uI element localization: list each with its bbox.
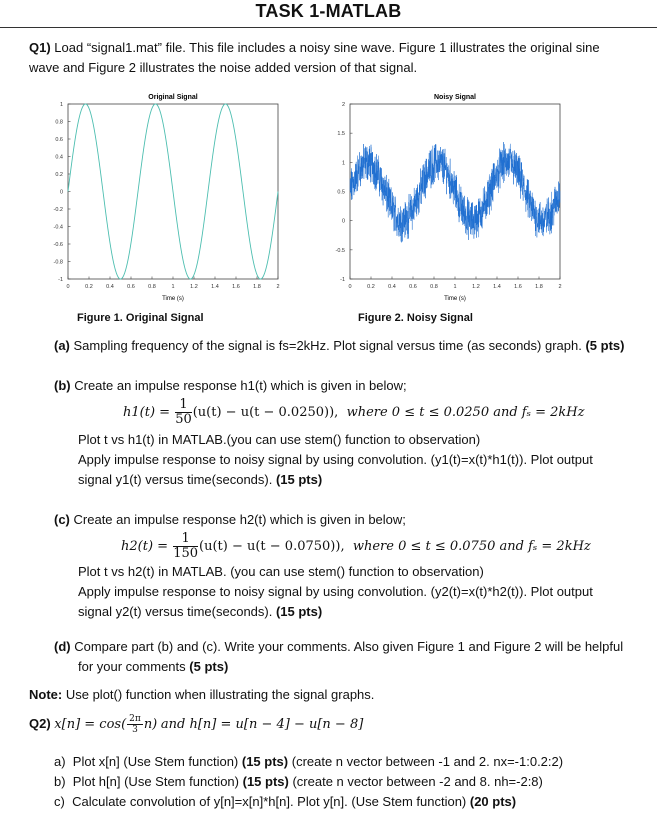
q2-eq-den: 3 [132,725,138,736]
part-b-eq-cond: where 0 ≤ t ≤ 0.0250 and fₛ = 2kHz [346,405,585,420]
fig1-xtick-label: 1.2 [190,284,198,290]
note-text: Use plot() function when illustrating the signal graphs. [65,687,375,702]
figure-1-original-signal [28,88,298,310]
fig2-xtick-label: 1.8 [535,284,543,290]
fig2-ytick-label: 2 [341,102,345,108]
part-c-label: (c) [54,512,70,527]
part-c-intro [54,510,644,530]
fig2-xtick-label: 0.2 [367,284,375,290]
q2-item-b-text: Plot h[n] (Use Stem function) [72,774,239,789]
fig2-xtick-label: 0.8 [430,284,438,290]
q2-item-a-extra: (create n vector between -1 and 2. nx=-1:0.2:2) [291,754,564,769]
q2-item-a-pts: (15 pts) [241,754,289,769]
fig1-xtick-label: 0 [66,284,70,290]
part-b-intro [54,376,644,396]
fig1-ytick-label: -1 [58,277,63,283]
q2-item-c [54,792,649,812]
fig1-xtick-label: 1 [171,284,175,290]
fig2-xtick-label: 1.4 [493,284,501,290]
fig1-ytick-label: -0.2 [53,207,63,213]
part-b-intro-text: Create an impulse response h1(t) which is given in below; [74,378,407,393]
q2-equation [29,714,363,735]
part-b-pts: (15 pts) [275,472,323,487]
q2-item-a-text: Plot x[n] (Use Stem function) [72,754,239,769]
fig2-xtick-label: 1 [453,284,457,290]
fig1-ytick-label: -0.4 [53,224,63,231]
fig2-xtick-label: 1.2 [472,284,480,290]
fig2-ytick-label: -1 [340,277,345,283]
part-c-body [78,562,648,622]
fig1-xlabel: Time (s) [162,296,184,302]
fig2-ytick-label: 1.5 [337,131,345,138]
q2-item-c-text: Calculate convolution of y[n]=x[n]*h[n]. Plot y[n]. (Use Stem function) [72,794,467,809]
fig2-xtick-label: 0.6 [409,284,417,290]
note [29,685,629,705]
page-title: TASK 1-MATLAB [255,1,402,21]
fig1-xtick-label: 0.2 [85,284,93,290]
part-c-eq-lhs: h2(t) = [121,539,169,554]
title-divider [0,27,657,28]
part-b-label: (b) [54,378,71,393]
part-b-eq-lhs: h1(t) = [123,405,171,420]
part-b-body [78,430,648,490]
figure-2-noisy-signal [310,88,580,310]
fig2-ytick-label: 0.5 [337,189,345,196]
part-c-line2: Apply impulse response to noisy signal by using convolution. (y2(t)=x(t)*h2(t)). Plot output [78,584,593,599]
fig1-ytick-label: 0.6 [55,137,63,143]
fig1-ytick-label: 0.4 [55,154,63,161]
fig2-xtick-label: 2 [558,284,562,290]
q1-line1: Load “signal1.mat” file. This file includes a noisy sine wave. Figure 1 illustrates the original sine [54,40,600,55]
q2-item-c-pts: (20 pts) [469,794,517,809]
q2-eq-x: x[n] = cos( [54,717,127,732]
part-c-eq-cond: where 0 ≤ t ≤ 0.0750 and fₛ = 2kHz [352,539,591,554]
part-d-line1: Compare part (b) and (c). Write your comments. Also given Figure 1 and Figure 2 will be helpful [74,639,624,654]
part-b-eq-rhs: (u(t) − u(t − 0.0250)), [192,405,339,420]
part-a-pts: (5 pts) [585,338,625,353]
fig1-xtick-label: 1.8 [253,284,261,290]
q1-line2: wave and Figure 2 illustrates the noise added version of that signal. [29,60,418,75]
q2-eq-h: and h[n] = u[n − 4] − u[n − 8] [160,717,364,732]
part-c-line1: Plot t vs h2(t) in MATLAB. (you can use stem() function to observation) [78,564,484,579]
q2-item-a-label: a) [54,754,66,769]
part-b-line3: signal y1(t) versus time(seconds). [78,472,273,487]
q2-eq-x-end: n) [143,717,158,732]
fig1-ytick-label: 0.8 [55,119,63,126]
part-c-intro-text: Create an impulse response h2(t) which is given in below; [73,512,406,527]
part-b-equation [123,398,585,427]
fig2-ytick-label: 1 [341,160,345,167]
fig1-xtick-label: 0.8 [148,284,156,290]
fig1-xtick-label: 1.4 [211,284,219,290]
fig2-caption: Figure 2. Noisy Signal [358,312,473,324]
part-b-eq-den: 50 [175,412,192,427]
fig2-xtick-label: 1.6 [514,284,522,290]
part-c-eq-rhs: (u(t) − u(t − 0.0750)), [199,539,345,554]
part-c-pts: (15 pts) [275,604,323,619]
fig1-ytick-label: -0.8 [53,259,63,266]
fig1-ytick-label: 0 [59,189,63,196]
fig1-xtick-label: 0.4 [106,284,114,290]
q2-items [54,752,649,812]
fig1-ytick-label: -0.6 [53,242,63,248]
q2-item-b-pts: (15 pts) [242,774,289,789]
q2-item-b-extra: (create n vector between -2 and 8. nh=-2:8) [292,774,543,789]
fig1-xtick-label: 0.6 [127,284,135,290]
part-a-text: Sampling frequency of the signal is fs=2kHz. Plot signal versus time (as seconds) graph. [73,338,582,353]
part-d-line2: for your comments [78,659,186,674]
fig2-xtick-label: 0 [348,284,352,290]
part-c-equation [121,532,591,561]
part-d [54,637,644,677]
fig2-ytick-label: 0 [341,218,345,225]
q2-label: Q2) [29,716,51,731]
fig2-ytick-label: -0.5 [335,247,345,254]
part-d-pts: (5 pts) [189,659,229,674]
part-d-label: (d) [54,639,71,654]
fig2-title: Noisy Signal [433,94,477,101]
q2-item-a [54,752,649,772]
q1-text [29,38,639,78]
fig1-xtick-label: 1.6 [232,284,240,290]
q2-item-b-label: b) [54,774,66,789]
fig1-title: Original Signal [148,94,198,101]
part-a [54,336,644,356]
note-label: Note: [29,687,63,702]
fig1-ytick-label: 0.2 [55,172,63,178]
q2-item-b [54,772,649,792]
fig1-caption: Figure 1. Original Signal [77,312,204,324]
fig2-xlabel: Time (s) [444,296,466,302]
part-b-eq-num: 1 [175,398,192,413]
part-b-line2: Apply impulse response to noisy signal by using convolution. (y1(t)=x(t)*h1(t)). Plot output [78,452,593,467]
part-c-eq-den: 150 [173,546,199,561]
part-a-label: (a) [54,338,70,353]
fig2-xtick-label: 0.4 [388,284,396,290]
fig1-xtick-label: 2 [276,284,280,290]
q2-item-c-label: c) [54,794,65,809]
part-b-line1: Plot t vs h1(t) in MATLAB.(you can use stem() function to observation) [78,432,481,447]
q2-eq-num: 2π [129,714,141,725]
part-c-eq-num: 1 [173,532,198,547]
part-c-line3: signal y2(t) versus time(seconds). [78,604,273,619]
q1-label: Q1) [29,40,51,55]
fig1-ytick-label: 1 [59,102,63,108]
